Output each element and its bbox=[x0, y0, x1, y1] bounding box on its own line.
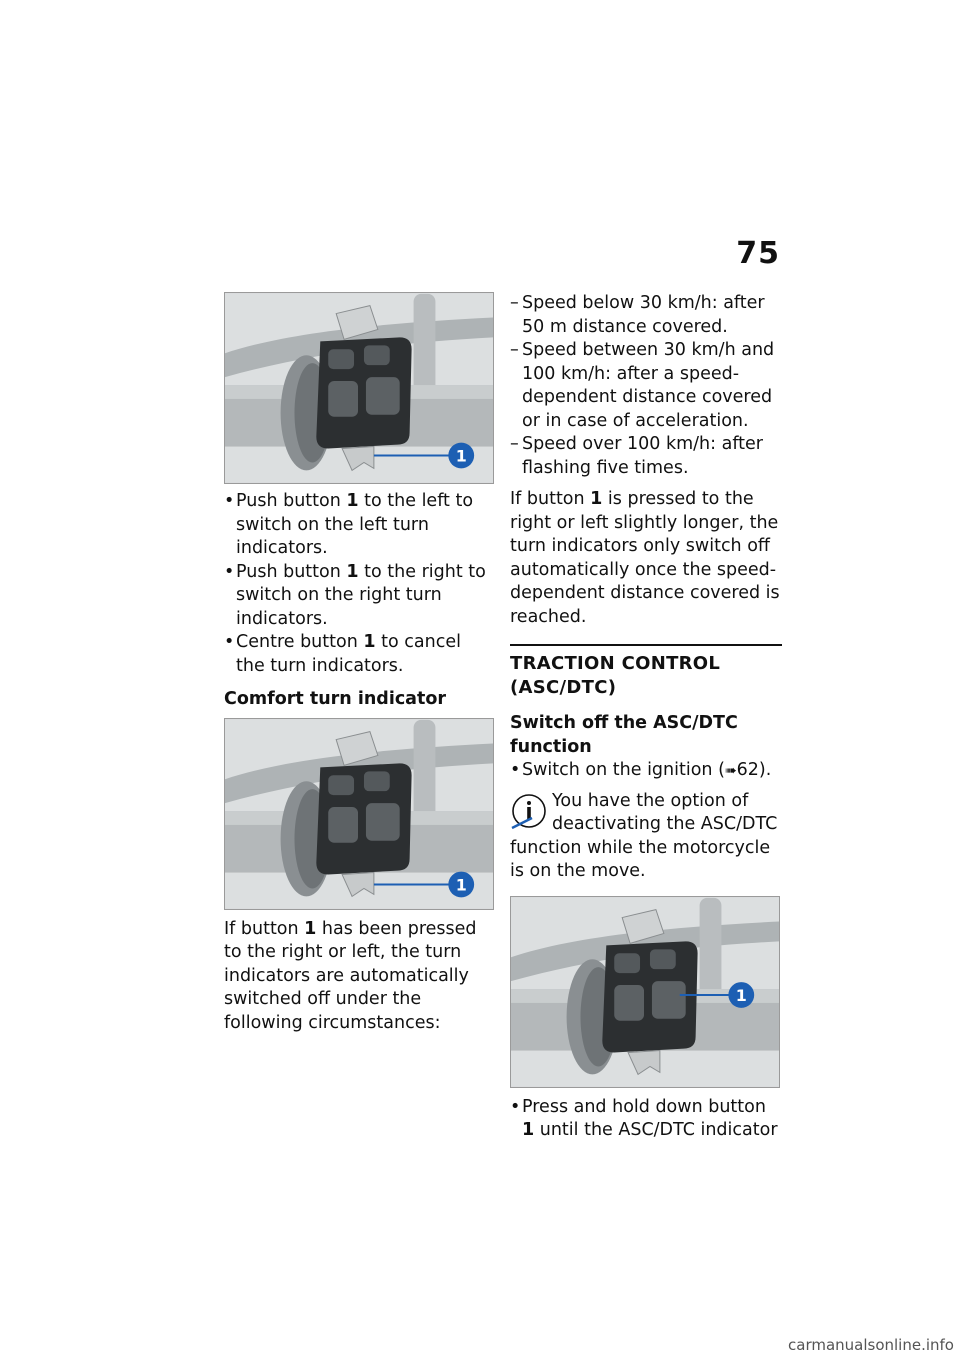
callout-label: 1 bbox=[735, 985, 747, 1005]
bullet-mark: • bbox=[510, 760, 521, 780]
handlebar-switch-figure-2 bbox=[224, 718, 494, 910]
info-text-rest: function while the motorcycle is on the move. bbox=[510, 837, 771, 881]
dash-item-over-100: – Speed over 100 km/h: after flashing five times. bbox=[510, 434, 764, 478]
bullet-press-hold: • Press and hold down button 1 until the ASC/DTC indicator bbox=[510, 1096, 778, 1140]
info-text-first: You have the option of deactivating the ASC/DTC bbox=[552, 790, 778, 834]
bullet-mark: • bbox=[510, 1096, 521, 1117]
page-number: 75 bbox=[736, 236, 780, 271]
bullet-left-indicator: • Push button 1 to the left to switch on the left turn indicators. bbox=[224, 491, 474, 558]
dash-mark: – bbox=[510, 293, 519, 313]
button-ref: 1 bbox=[522, 1120, 535, 1140]
right-column bbox=[510, 292, 782, 1143]
bullet-switch-on-ignition: • Switch on the ignition (➠62). bbox=[510, 759, 782, 784]
callout-label: 1 bbox=[455, 446, 467, 466]
info-icon bbox=[510, 792, 548, 830]
dash-item-below-30: – Speed below 30 km/h: after 50 m distance covered. bbox=[510, 293, 765, 337]
bullet-mark: • bbox=[224, 561, 235, 582]
section-divider bbox=[510, 644, 782, 646]
button-ref: 1 bbox=[363, 632, 376, 652]
info-note bbox=[510, 790, 782, 884]
button-ref: 1 bbox=[346, 561, 359, 582]
traction-control-heading: TRACTION CONTROL (ASC/DTC) bbox=[510, 653, 721, 698]
dash-item-between-30-100: – Speed between 30 km/h and 100 km/h: after a speed-dependent distance covered or in case of acceleration. bbox=[510, 340, 775, 431]
comfort-turn-indicator-heading: Comfort turn indicator bbox=[224, 689, 447, 709]
handlebar-switch-figure-3 bbox=[510, 896, 780, 1088]
comfort-paragraph: If button 1 has been pressed to the right or left, the turn indicators are automatically switched off under the following circumstances: bbox=[224, 918, 477, 1033]
bullet-mark: • bbox=[224, 491, 235, 511]
page-ref-arrow-icon: ➠ bbox=[724, 763, 737, 779]
bullet-right-indicator: • Push button 1 to the right to switch on the right turn indicators. bbox=[224, 561, 486, 629]
handlebar-switch-illustration bbox=[225, 719, 493, 909]
button-ref: 1 bbox=[346, 491, 359, 511]
handlebar-switch-illustration bbox=[225, 293, 493, 483]
source-watermark: carmanualsonline.info bbox=[788, 1336, 954, 1354]
button-ref: 1 bbox=[304, 918, 317, 939]
switch-off-asc-dtc-heading: Switch off the ASC/DTC function bbox=[510, 713, 738, 757]
handlebar-switch-illustration bbox=[511, 897, 779, 1087]
callout-label: 1 bbox=[455, 874, 467, 894]
page-reference-link[interactable]: 62 bbox=[736, 760, 759, 780]
dash-mark: – bbox=[510, 434, 519, 454]
bullet-cancel-indicator: • Centre button 1 to cancel the turn indicators. bbox=[224, 632, 461, 676]
dash-mark: – bbox=[510, 340, 519, 360]
button-ref: 1 bbox=[590, 489, 603, 509]
handlebar-switch-figure-1 bbox=[224, 292, 494, 484]
bullet-mark: • bbox=[224, 632, 235, 652]
longer-press-paragraph: If button 1 is pressed to the right or left slightly longer, the turn indicators only switch off automatically once the speed-dependent distance covered is reached. bbox=[510, 489, 780, 627]
left-column bbox=[224, 292, 494, 1035]
